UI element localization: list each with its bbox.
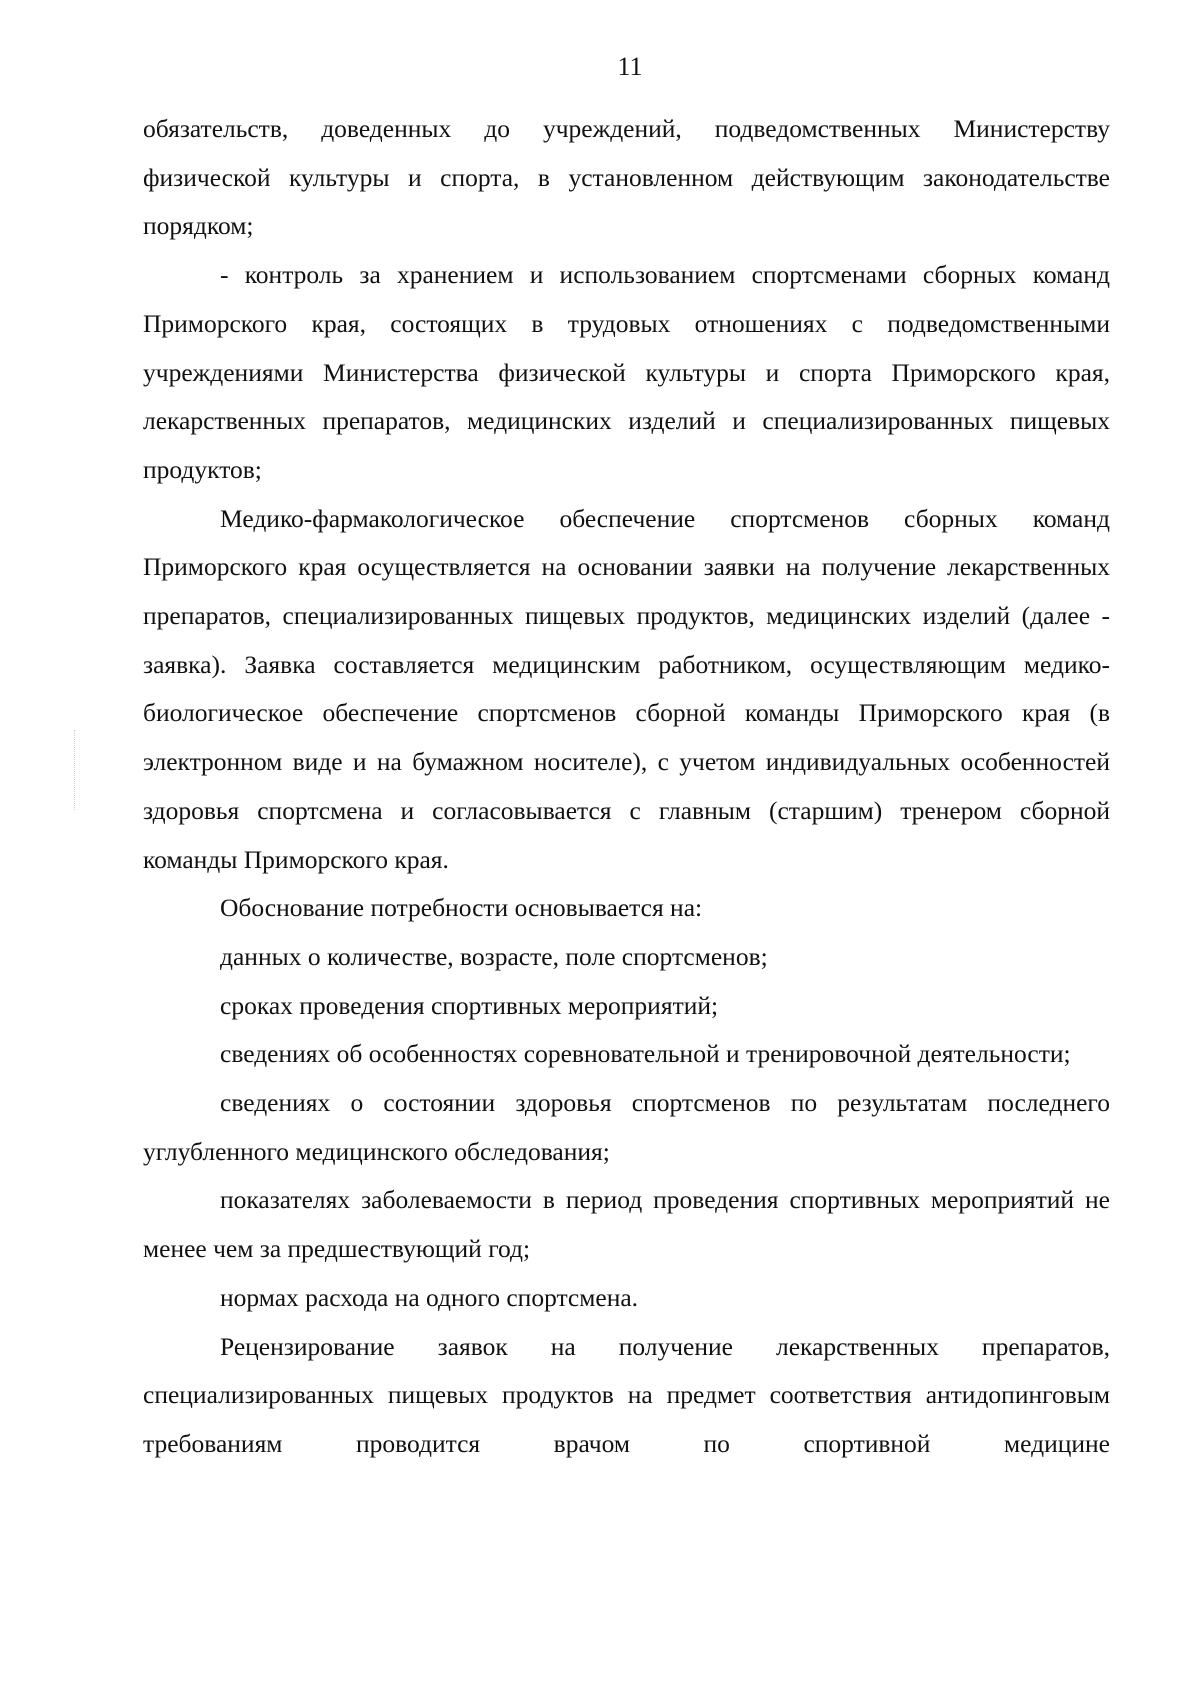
paragraph-obligations: обязательств, доведенных до учреждений, подведомственных Министерству физической культуры и спорта, в установленном действующим законодательстве порядком; (143, 114, 1110, 241)
list-item-consumption-norms: нормах расхода на одного спортсмена. (220, 1282, 639, 1312)
paragraph-review: Рецензирование заявок на получение лекарственных препаратов, специализированных пищевых продуктов на предмет соответствия антидопинговым требованиям проводится врачом по спортивной медицине (143, 1331, 1110, 1458)
list-item-event-dates: сроках проведения спортивных мероприятий; (220, 990, 719, 1020)
paragraph-control: - контроль за хранением и использованием спортсменами сборных команд Приморского края, состоящих в трудовых отношениях с подведомственными учреждениями Министерства физической культуры и спорта Приморского края, лекарственных препаратов, медицинских изделий и специализированных пищевых продуктов; (143, 260, 1110, 484)
list-item-activity-features: сведениях об особенностях соревновательной и тренировочной деятельности; (220, 1039, 1071, 1069)
list-item-athletes-data: данных о количестве, возрасте, поле спортсменов; (220, 941, 768, 971)
margin-scan-marks (74, 730, 77, 810)
document-body (143, 105, 1110, 1469)
paragraph-medical-support: Медико-фармакологическое обеспечение спортсменов сборных команд Приморского края осуществляется на основании заявки на получение лекарственных препаратов, специализированных пищевых продуктов, медицинских изделий (далее - заявка). Заявка составляется медицинским работником, осуществляющим медико-биологическое обеспечение спортсменов сборной команды Приморского края (в электронном виде и на бумажном носителе), с учетом индивидуальных особенностей здоровья спортсмена и согласовывается с главным (старшим) тренером сборной команды Приморского края. (143, 503, 1110, 874)
paragraph-justification-intro: Обоснование потребности основывается на: (220, 893, 703, 923)
list-item-health-status: сведениях о состоянии здоровья спортсменов по результатам последнего углубленного медицинского обследования; (143, 1088, 1110, 1166)
list-item-morbidity: показателях заболеваемости в период проведения спортивных мероприятий не менее чем за предшествующий год; (143, 1185, 1110, 1264)
page-number: 11 (617, 52, 643, 81)
